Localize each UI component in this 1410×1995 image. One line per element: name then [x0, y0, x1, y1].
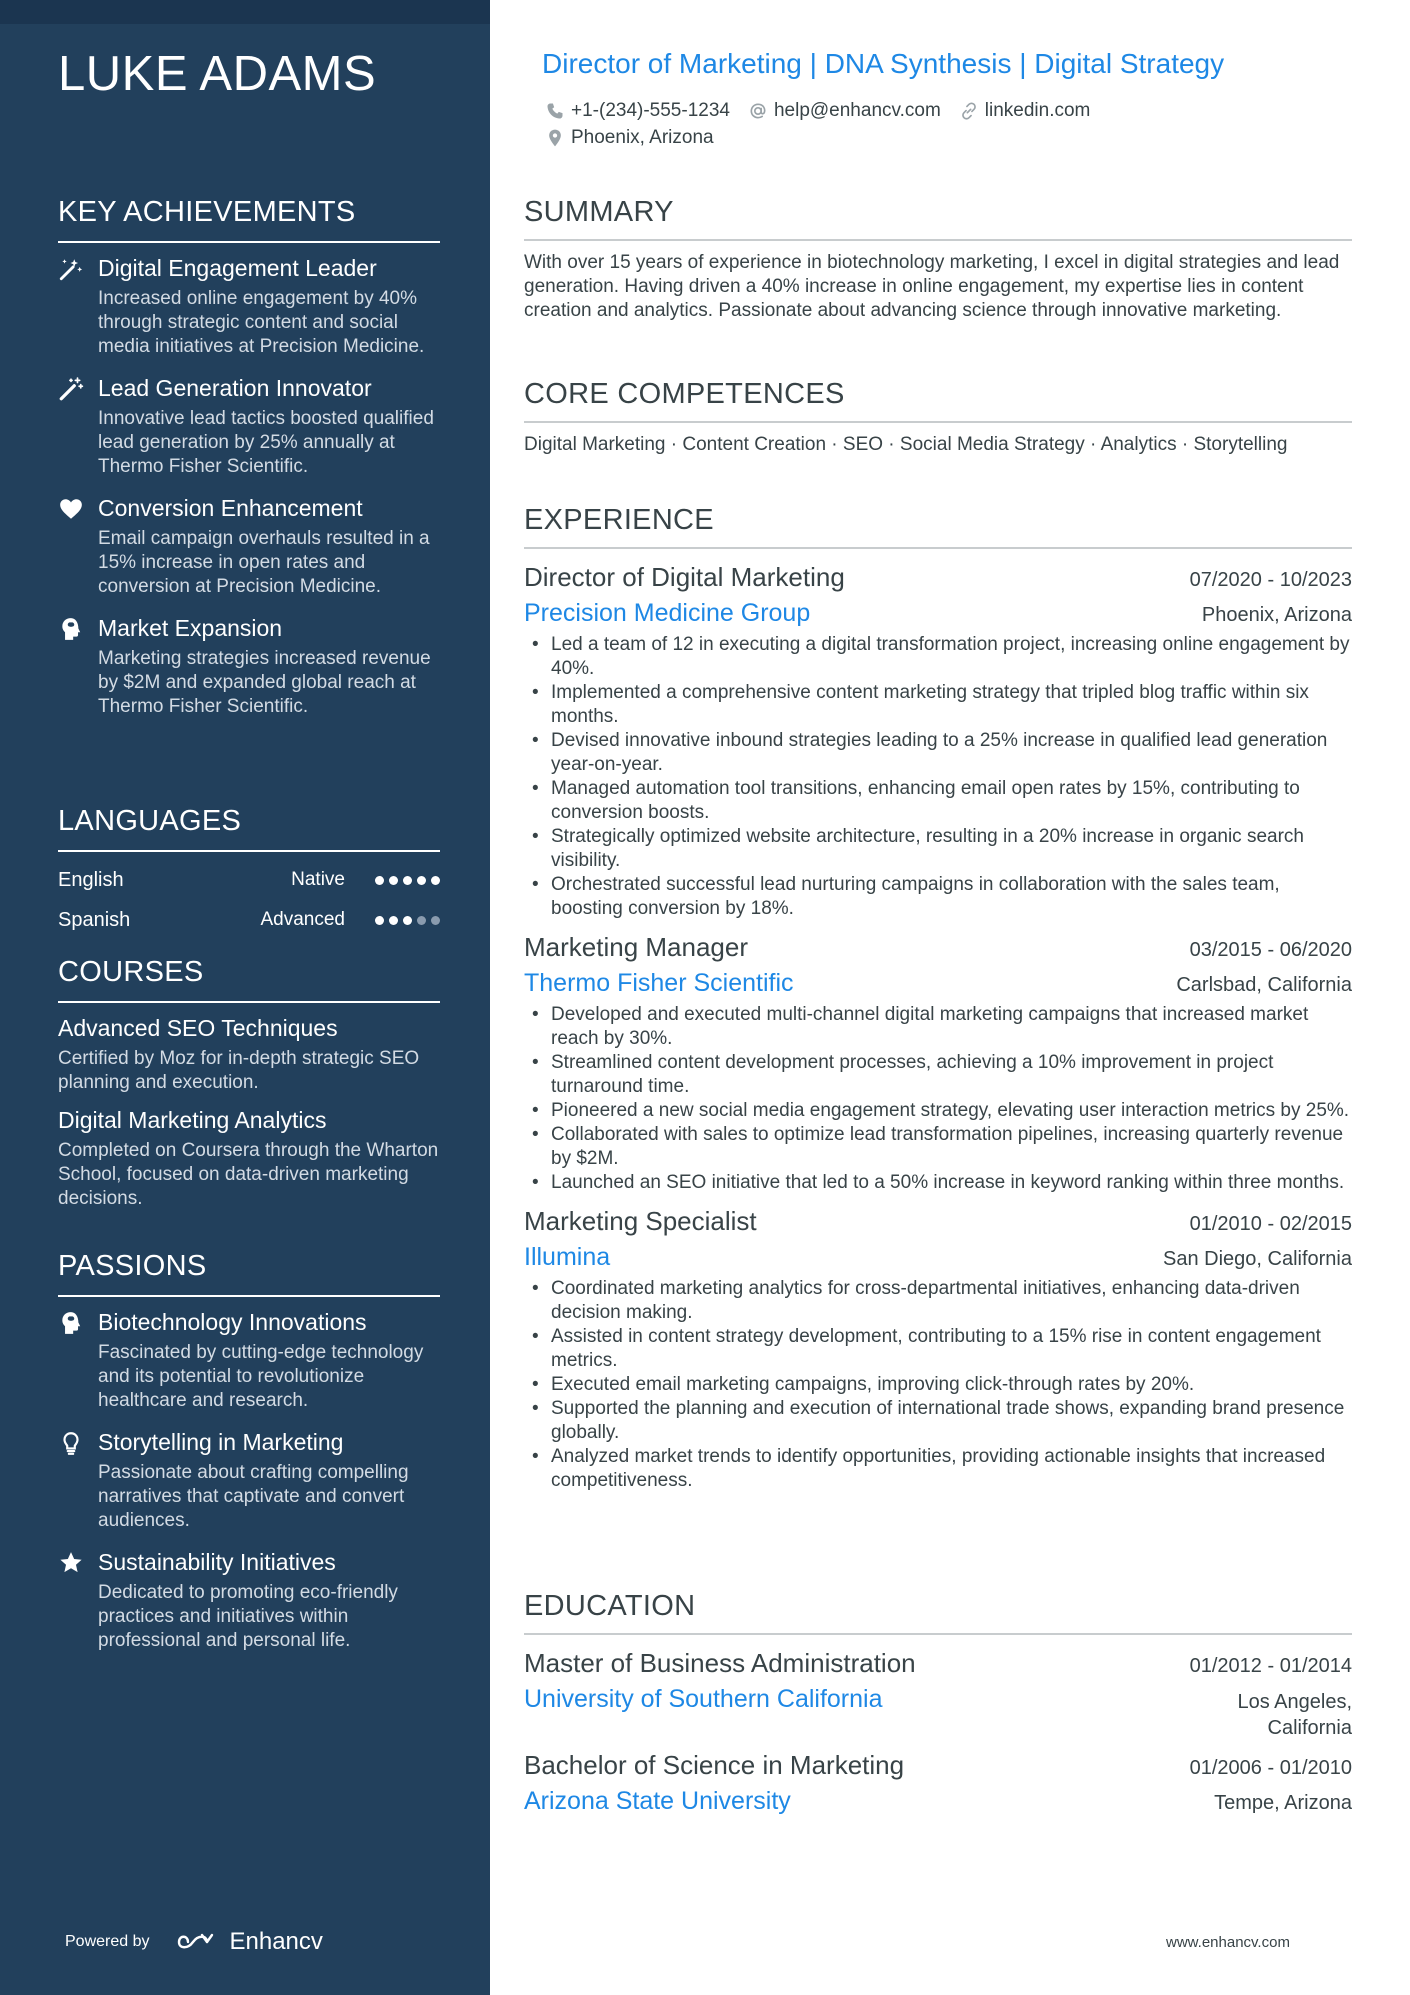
job-dates: 07/2020 - 10/2023	[1189, 569, 1352, 591]
job-bullet: • Managed automation tool transitions, enhancing email open rates by 15%, contributing to conversion boosts.	[524, 777, 1352, 825]
rating-dot-filled	[389, 876, 398, 885]
education-entry	[524, 1747, 1352, 1819]
location-pin-icon	[545, 128, 565, 148]
language-rating	[375, 916, 440, 925]
candidate-name: LUKE ADAMS	[58, 47, 377, 101]
brain-head-icon	[58, 1310, 84, 1336]
job-bullet: • Assisted in content strategy development, contributing to a 15% rise in content engagement metrics.	[524, 1325, 1352, 1373]
powered-by	[65, 1928, 323, 1956]
job-bullet: • Orchestrated successful lead nurturing campaigns in collaboration with the sales team, boosting conversion by 18%.	[524, 873, 1352, 921]
education-header	[524, 1747, 1352, 1783]
contact-row	[545, 100, 1090, 122]
rating-dot-empty	[417, 916, 426, 925]
education-subheader	[524, 1681, 1352, 1741]
job-bullet: • Led a team of 12 in executing a digital transformation project, increasing online engagement by 40%.	[524, 633, 1352, 681]
degree: Master of Business Administration	[524, 1648, 916, 1678]
location-text: Phoenix, Arizona	[571, 127, 714, 148]
courses-section	[58, 956, 440, 1221]
job-bullets	[524, 1003, 1352, 1195]
job-bullet: • Pioneered a new social media engagement strategy, elevating user interaction metrics by 25%.	[524, 1099, 1352, 1123]
education-section	[524, 1590, 1352, 1819]
course-desc: Certified by Moz for in-depth strategic SEO planning and execution.	[58, 1048, 420, 1093]
passion-desc: Dedicated to promoting eco-friendly practices and initiatives within professional and personal life.	[98, 1582, 398, 1651]
linkedin-text: linkedin.com	[984, 100, 1091, 121]
achievement-title: Conversion Enhancement	[98, 495, 363, 521]
job-bullet: • Collaborated with sales to optimize lead transformation pipelines, increasing quarterly revenue by $2M.	[524, 1123, 1352, 1171]
wand-sparkle-icon	[58, 376, 84, 402]
job-bullet: • Streamlined content development processes, achieving a 10% improvement in project turnaround time.	[524, 1051, 1352, 1099]
passion-title: Sustainability Initiatives	[98, 1549, 336, 1575]
summary-heading: SUMMARY	[524, 196, 1352, 241]
job-bullets	[524, 1277, 1352, 1493]
education-dates: 01/2006 - 01/2010	[1189, 1757, 1352, 1779]
job-entry	[524, 929, 1352, 1195]
rating-dot-filled	[417, 876, 426, 885]
job-title: Marketing Manager	[524, 932, 748, 962]
job-subheader	[524, 1239, 1352, 1275]
education-heading: EDUCATION	[524, 1590, 1352, 1635]
achievement-title: Lead Generation Innovator	[98, 375, 372, 401]
phone-text: +1-(234)-555-1234	[571, 100, 730, 121]
passion-title: Storytelling in Marketing	[98, 1429, 344, 1455]
rating-dot-empty	[431, 916, 440, 925]
competences-section	[524, 378, 1352, 457]
contact-location	[545, 127, 714, 149]
language-name: Spanish	[58, 908, 131, 931]
course-item	[58, 1105, 440, 1211]
heart-icon	[58, 496, 84, 522]
job-title: Director of Digital Marketing	[524, 562, 845, 592]
courses-heading: COURSES	[58, 956, 440, 1003]
job-dates: 03/2015 - 06/2020	[1189, 939, 1352, 961]
course-title: Advanced SEO Techniques	[58, 1015, 338, 1041]
enhancv-brand-text: Enhancv	[229, 1928, 323, 1955]
job-entry	[524, 1203, 1352, 1493]
achievement-item	[58, 373, 440, 479]
job-bullet: • Analyzed market trends to identify opportunities, providing actionable insights that increased competitiveness.	[524, 1445, 1352, 1493]
achievement-title: Digital Engagement Leader	[98, 255, 377, 281]
course-desc: Completed on Coursera through the Wharton School, focused on data-driven marketing decisions.	[58, 1140, 439, 1209]
achievement-item	[58, 253, 440, 359]
job-bullet: • Executed email marketing campaigns, improving click-through rates by 20%.	[524, 1373, 1352, 1397]
sidebar-top-strip	[0, 0, 490, 24]
job-title: Marketing Specialist	[524, 1206, 757, 1236]
achievement-item	[58, 493, 440, 599]
achievement-desc: Marketing strategies increased revenue by $2M and expanded global reach at Thermo Fisher Scientific.	[98, 648, 431, 717]
education-subheader	[524, 1783, 1352, 1819]
contact-linkedin[interactable]	[959, 100, 1091, 122]
rating-dot-filled	[375, 876, 384, 885]
brain-head-icon	[58, 616, 84, 642]
job-bullet: • Devised innovative inbound strategies leading to a 25% increase in qualified lead generation year-on-year.	[524, 729, 1352, 777]
rating-dot-filled	[375, 916, 384, 925]
passions-heading: PASSIONS	[58, 1250, 440, 1297]
job-header	[524, 929, 1352, 965]
job-subheader	[524, 965, 1352, 1001]
competences-text: Digital Marketing · Content Creation · SEO · Social Media Strategy · Analytics · Storytelling	[524, 434, 1288, 455]
passion-desc: Fascinated by cutting-edge technology and its potential to revolutionize healthcare and research.	[98, 1342, 424, 1411]
language-row	[58, 900, 440, 940]
experience-heading: EXPERIENCE	[524, 504, 1352, 549]
school: Arizona State University	[524, 1787, 791, 1815]
education-entry	[524, 1645, 1352, 1741]
contact-row-2	[545, 127, 714, 149]
passions-section	[58, 1250, 440, 1653]
job-location: San Diego, California	[1163, 1248, 1352, 1270]
school: University of Southern California	[524, 1685, 883, 1713]
job-company: Thermo Fisher Scientific	[524, 969, 794, 997]
languages-section	[58, 805, 440, 940]
competences-heading: CORE COMPETENCES	[524, 378, 1352, 423]
language-name: English	[58, 868, 124, 891]
degree: Bachelor of Science in Marketing	[524, 1750, 905, 1780]
experience-section	[524, 504, 1352, 1493]
course-title: Digital Marketing Analytics	[58, 1107, 327, 1133]
sidebar	[0, 0, 490, 1995]
passion-item	[58, 1307, 440, 1413]
passion-item	[58, 1427, 440, 1533]
job-bullets	[524, 633, 1352, 921]
language-row	[58, 860, 440, 900]
job-dates: 01/2010 - 02/2015	[1189, 1213, 1352, 1235]
passion-item	[58, 1547, 440, 1653]
job-bullet: • Strategically optimized website architecture, resulting in a 20% increase in organic search visibility.	[524, 825, 1352, 873]
lightbulb-icon	[58, 1430, 84, 1456]
contact-email[interactable]	[748, 100, 941, 122]
job-bullet: • Coordinated marketing analytics for cross-departmental initiatives, enhancing data-driven decision making.	[524, 1277, 1352, 1325]
powered-by-label: Powered by	[65, 1933, 150, 1950]
languages-heading: LANGUAGES	[58, 805, 440, 852]
headline: Director of Marketing | DNA Synthesis | Digital Strategy	[542, 48, 1225, 79]
footer-url[interactable]: www.enhancv.com	[1166, 1934, 1290, 1951]
rating-dot-filled	[403, 916, 412, 925]
job-company: Illumina	[524, 1243, 611, 1271]
job-company: Precision Medicine Group	[524, 599, 811, 627]
enhancv-logo[interactable]	[176, 1928, 323, 1956]
job-header	[524, 1203, 1352, 1239]
job-bullet: • Supported the planning and execution of international trade shows, expanding brand presence globally.	[524, 1397, 1352, 1445]
rating-dot-filled	[431, 876, 440, 885]
education-location: Tempe, Arizona	[1214, 1792, 1352, 1814]
at-icon	[748, 101, 768, 121]
summary-text: With over 15 years of experience in biotechnology marketing, I excel in digital strategies and lead generation. Having driven a 40% increase in online engagement, my expertise lies in content creation and analytics. Passionate about advancing science through innovative marketing.	[524, 252, 1340, 321]
summary-section	[524, 196, 1352, 323]
achievement-desc: Increased online engagement by 40% through strategic content and social media initiatives at Precision Medicine.	[98, 288, 425, 357]
magic-wand-icon	[58, 256, 84, 282]
contact-phone[interactable]	[545, 100, 730, 122]
achievement-item	[58, 613, 440, 719]
link-icon	[959, 101, 979, 121]
rating-dot-filled	[389, 916, 398, 925]
passion-desc: Passionate about crafting compelling narratives that captivate and convert audiences.	[98, 1462, 409, 1531]
job-bullet: • Launched an SEO initiative that led to a 50% increase in keyword ranking within three months.	[524, 1171, 1352, 1195]
job-entry	[524, 559, 1352, 921]
education-dates: 01/2012 - 01/2014	[1189, 1655, 1352, 1677]
language-level: Advanced	[260, 909, 345, 930]
job-bullet: • Implemented a comprehensive content marketing strategy that tripled blog traffic within six months.	[524, 681, 1352, 729]
course-item	[58, 1013, 440, 1095]
language-level: Native	[291, 869, 345, 890]
email-text: help@enhancv.com	[773, 100, 941, 121]
language-rating	[375, 876, 440, 885]
achievement-desc: Email campaign overhauls resulted in a 15% increase in open rates and conversion at Precision Medicine.	[98, 528, 430, 597]
phone-icon	[545, 101, 565, 121]
achievement-desc: Innovative lead tactics boosted qualified lead generation by 25% annually at Thermo Fisher Scientific.	[98, 408, 434, 477]
star-icon	[58, 1550, 84, 1576]
enhancv-logo-icon	[176, 1930, 222, 1954]
education-location: Los Angeles, California	[1237, 1691, 1352, 1739]
job-location: Carlsbad, California	[1176, 974, 1352, 996]
job-location: Phoenix, Arizona	[1201, 604, 1352, 626]
achievements-section	[58, 196, 440, 719]
rating-dot-filled	[403, 876, 412, 885]
job-subheader	[524, 595, 1352, 631]
achievements-heading: KEY ACHIEVEMENTS	[58, 196, 440, 243]
job-bullet: • Developed and executed multi-channel digital marketing campaigns that increased market reach by 30%.	[524, 1003, 1352, 1051]
passion-title: Biotechnology Innovations	[98, 1309, 367, 1335]
achievement-title: Market Expansion	[98, 615, 283, 641]
job-header	[524, 559, 1352, 595]
education-header	[524, 1645, 1352, 1681]
